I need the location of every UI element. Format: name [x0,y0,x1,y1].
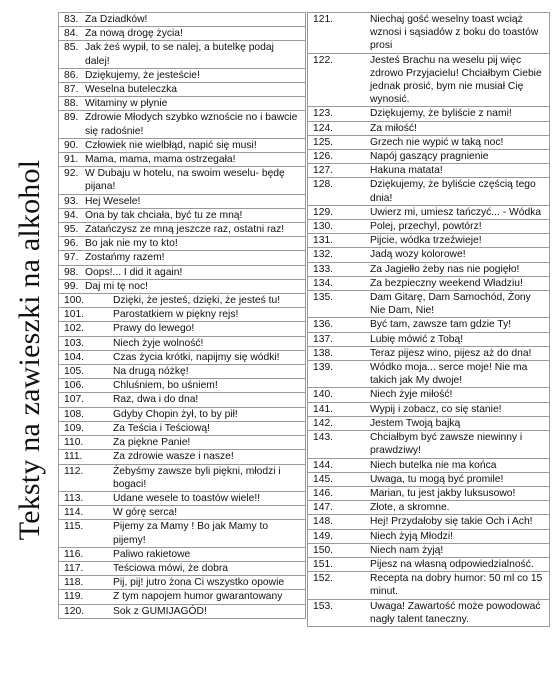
toast-row [308,458,550,472]
toast-row [59,590,306,604]
toast-number: 94. [64,209,79,221]
toast-text: Za bezpieczny weekend Władziu! [370,277,523,289]
toast-cell [59,237,306,251]
toast-number: 125. [313,136,334,148]
toast-number: 106. [64,380,85,392]
toast-row [59,322,306,336]
toast-number: 104. [64,351,85,363]
toast-cell [308,361,550,388]
toast-cell [59,97,306,111]
toast-number: 102. [64,323,85,335]
toast-cell [308,276,550,290]
toast-number: 85. [64,42,79,54]
toast-number: 142. [313,417,334,429]
toast-cell [59,294,306,308]
toast-row [59,506,306,520]
toast-cell [59,561,306,575]
toast-text: Dziękujemy, że byliście częścią tego dnia! [370,179,536,204]
side-title-text: Teksty na zawieszki na alkohol [13,159,47,541]
toast-row [308,318,550,332]
toast-row [308,361,550,388]
toast-list-right [307,12,550,627]
toast-number: 109. [64,422,85,434]
toast-row [308,572,550,599]
toast-number: 105. [64,366,85,378]
toast-row [59,561,306,575]
toast-cell [59,265,306,279]
toast-text: Za zdrowie wasze i nasze! [113,451,234,463]
toast-text: W górę serca! [113,507,178,519]
toast-row [59,294,306,308]
toast-cell [59,223,306,237]
toast-row [59,365,306,379]
toast-cell [59,436,306,450]
toast-text: Człowiek nie wielbłąd, napić się musi! [85,139,257,151]
toast-number: 119. [64,591,84,603]
toast-text: Za Jagiełło żeby nas nie pogięło! [370,263,520,275]
toast-row [308,178,550,205]
toast-number: 92. [64,168,79,180]
toast-text: Z tym napojem humor gwarantowany [113,591,283,603]
toast-text: Czas życia krótki, napijmy się wódki! [113,351,280,363]
toast-row [308,135,550,149]
toast-row [59,111,306,138]
toast-cell [308,458,550,472]
toast-row [59,520,306,547]
toast-row [308,529,550,543]
toast-cell [308,205,550,219]
toast-cell [308,234,550,248]
toast-text: Za Teścia i Teściową! [113,422,210,434]
toast-row [308,402,550,416]
toast-row [308,291,550,318]
toast-row [308,431,550,458]
toast-row [308,107,550,121]
toast-text: Paliwo rakietowe [113,548,191,560]
toast-text: Dziękujemy, że jesteście! [85,69,200,81]
toast-cell [308,332,550,346]
toast-row [59,407,306,421]
toast-cell [308,486,550,500]
toast-number: 129. [313,206,334,218]
toast-text: W Dubaju w hotelu, na swoim weselu- będę pijana! [85,168,285,193]
toast-number: 112. [64,465,84,477]
toast-text: Marian, tu jest jakby luksusowo! [370,487,516,499]
toast-number: 130. [313,221,334,233]
toast-cell [308,346,550,360]
toast-text: Uwaga! Zawartość może powodować nagły talent taneczny. [370,600,541,625]
toast-text: Udane wesele to toastów wiele!! [113,492,261,504]
toast-text: Oops!... I did it again! [85,266,183,278]
toast-text: Niech żyje wolność! [113,337,204,349]
toast-text: Teściowa mówi, że dobra [113,562,229,574]
toast-number: 152. [313,573,334,585]
toast-number: 83. [64,14,79,25]
toast-number: 138. [313,347,334,359]
toast-number: 147. [313,502,334,514]
toast-cell [59,167,306,194]
toast-number: 117. [64,562,84,574]
toast-cell [59,153,306,167]
toast-number: 127. [313,165,334,177]
toast-text: Wypij i zobacz, co się stanie! [370,403,502,415]
toast-row [59,27,306,41]
toast-text: Jadą wozy kolorowe! [370,249,466,261]
toast-cell [308,572,550,599]
toast-number: 149. [313,530,334,542]
toast-row [308,53,550,107]
toast-row [308,248,550,262]
toast-cell [59,13,306,27]
toast-number: 113. [64,492,84,504]
toast-number: 101. [64,309,85,321]
toast-row [59,350,306,364]
toast-cell [59,41,306,68]
toast-cell [308,557,550,571]
toast-number: 141. [313,403,334,415]
toast-cell [308,318,550,332]
toast-number: 139. [313,362,334,374]
toast-number: 145. [313,473,334,485]
toast-text: Lubię mówić z Tobą! [370,333,464,345]
toast-row [308,150,550,164]
toast-number: 86. [64,69,79,81]
toast-row [59,265,306,279]
toast-row [59,194,306,208]
toast-text: Hej! Przydałoby się takie Och i Ach! [370,516,533,528]
toast-row [59,13,306,27]
toast-cell [308,178,550,205]
toast-text: Gdyby Chopin żył, to by pił! [113,408,238,420]
toast-number: 120. [64,605,85,617]
toast-number: 136. [313,319,334,331]
toast-number: 134. [313,277,334,289]
toast-cell [308,431,550,458]
toast-row [59,97,306,111]
toast-row [59,547,306,561]
toast-cell [308,599,550,626]
toast-cell [59,308,306,322]
toast-cell [308,107,550,121]
toast-text: Uwierz mi, umiesz tańczyć... - Wódka [370,206,542,218]
toast-row [308,276,550,290]
toast-row [59,393,306,407]
toast-text: Za piękne Panie! [113,437,191,449]
toast-cell [308,416,550,430]
toast-number: 151. [313,558,334,570]
toast-text: Grzech nie wypić w taką noc! [370,136,504,148]
toast-list-left [58,12,306,619]
toast-text: Napój gaszący pragnienie [370,151,489,163]
toast-text: Pijemy za Mamy ! Bo jak Mamy to pijemy! [113,521,269,546]
toast-text: Żebyśmy zawsze byli piękni, młodzi i bogaci! [113,465,281,490]
toast-text: Dam Gitarę, Dam Samochód, Żony Nie Dam, Nie! [370,292,531,317]
toast-number: 93. [64,195,79,207]
toast-cell [308,164,550,178]
toast-cell [308,501,550,515]
toast-number: 143. [313,432,334,444]
toast-cell [59,251,306,265]
toast-text: Za Dziadków! [85,14,148,25]
toast-number: 140. [313,389,334,401]
toast-number: 90. [64,139,79,151]
toast-text: Sok z GUMIJAGÓD! [113,605,207,617]
toast-number: 153. [313,600,334,612]
toast-number: 107. [64,394,85,406]
toast-row [308,501,550,515]
toast-row [308,557,550,571]
toast-cell [59,83,306,97]
toast-number: 95. [64,224,79,236]
toast-text: Hakuna matata! [370,165,443,177]
toast-row [59,308,306,322]
toast-number: 118. [64,577,84,589]
toast-number: 96. [64,238,79,250]
toast-text: Parostatkiem w piękny rejs! [113,309,239,321]
toast-row [308,416,550,430]
toast-number: 137. [313,333,334,345]
toast-text: Zostańmy razem! [85,252,165,264]
toast-row [59,83,306,97]
toast-number: 115. [64,521,84,533]
toast-number: 148. [313,516,334,528]
toast-text: Jestem Twoją bajką [370,417,461,429]
toast-text: Niechaj gość weselny toast wciąż wznosi i sąsiadów z boku do toastów prosi [370,14,539,52]
toast-row [59,41,306,68]
toast-cell [308,121,550,135]
toast-row [59,379,306,393]
toast-cell [308,13,550,54]
toast-text: Bo jak nie my to kto! [85,238,178,250]
toast-cell [308,150,550,164]
toast-row [59,237,306,251]
toast-text: Recepta na dobry humor: 50 ml co 15 minut. [370,573,543,598]
toast-cell [59,520,306,547]
toast-cell [59,336,306,350]
toast-number: 100. [64,295,85,307]
toast-row [59,279,306,293]
toast-number: 89. [64,112,79,124]
toast-cell [59,322,306,336]
toast-text: Pij, pij! jutro żona Ci wszystko opowie [113,577,285,589]
toast-text: Za miłość! [370,122,417,134]
toast-number: 128. [313,179,334,191]
toast-cell [59,208,306,222]
toast-number: 111. [64,451,83,463]
toast-number: 146. [313,487,334,499]
toast-row [59,491,306,505]
toast-text: Polej, przechyl, powtórz! [370,221,482,233]
toast-cell [308,543,550,557]
toast-cell [308,53,550,107]
toast-cell [308,248,550,262]
toast-cell [59,27,306,41]
toast-cell [59,350,306,364]
toast-cell [308,262,550,276]
toast-number: 110. [64,437,84,449]
toast-row [308,543,550,557]
toast-text: Raz, dwa i do dna! [113,394,199,406]
toast-cell [59,604,306,618]
toast-cell [59,506,306,520]
toast-text: Pijcie, wódka trzeźwieje! [370,235,482,247]
toast-row [308,599,550,626]
toast-number: 131. [313,235,334,247]
toast-row [59,167,306,194]
side-title [4,0,56,700]
toast-number: 121. [313,14,334,25]
toast-cell [59,138,306,152]
toast-text: Jak żeś wypił, to se nalej, a butelkę podaj dalej! [85,42,274,67]
toast-cell [308,220,550,234]
toast-text: Za nową drogę życia! [85,28,183,40]
toast-number: 108. [64,408,85,420]
toast-row [308,332,550,346]
toast-cell [59,576,306,590]
toast-number: 124. [313,122,334,134]
toast-number: 116. [64,548,84,560]
toast-number: 84. [64,28,79,40]
toast-cell [59,393,306,407]
toast-cell [59,491,306,505]
toast-cell [59,464,306,491]
toast-text: Pijesz na własną odpowiedzialność. [370,558,534,570]
toast-row [308,472,550,486]
toast-text: Wódko moja... serce moje! Nie ma takich jak My dwoje! [370,362,528,387]
toast-number: 123. [313,108,334,120]
toast-cell [59,68,306,82]
toast-text: Złote, a skromne. [370,502,450,514]
toast-text: Chciałbym być zawsze niewinny i prawdziwy! [370,432,523,457]
toast-cell [308,388,550,402]
toast-row [308,262,550,276]
toast-number: 103. [64,337,85,349]
toast-cell [308,402,550,416]
toast-cell [59,407,306,421]
toast-row [59,138,306,152]
toast-row [308,486,550,500]
toast-text: Dzięki, że jesteś, dzięki, że jesteś tu! [113,295,281,307]
toast-row [308,121,550,135]
toast-row [308,234,550,248]
toast-text: Dziękujemy, że byliście z nami! [370,108,512,120]
toast-row [308,205,550,219]
toast-cell [59,194,306,208]
toast-row [59,436,306,450]
toast-number: 133. [313,263,334,275]
toast-row [308,346,550,360]
toast-cell [59,547,306,561]
toast-text: Niech żyje miłość! [370,389,453,401]
toast-text: Jesteś Brachu na weselu pij więc zdrowo Przyjacielu! Chciałbym Ciebie jednak prosić, bym nie musiał Cię wynosić. [370,54,542,106]
toast-cell [59,450,306,464]
toast-row [59,576,306,590]
toast-row [59,336,306,350]
toast-text: Ona by tak chciała, być tu ze mną! [85,209,243,221]
toast-cell [308,291,550,318]
toast-cell [59,590,306,604]
toast-text: Uwaga, tu mogą być promile! [370,473,504,485]
toast-text: Niech nam żyją! [370,544,444,556]
toast-row [308,164,550,178]
toast-number: 98. [64,266,79,278]
toast-row [59,223,306,237]
toast-row [59,421,306,435]
toast-text: Zatańczysz ze mną jeszcze raz, ostatni raz! [85,224,285,236]
toast-number: 99. [64,280,79,292]
toast-number: 88. [64,98,79,110]
toast-number: 97. [64,252,79,264]
toast-row [59,153,306,167]
toast-cell [59,279,306,293]
toast-number: 135. [313,292,334,304]
toast-text: Na drugą nóżkę! [113,366,189,378]
toast-row [308,388,550,402]
toast-row [308,220,550,234]
toast-row [59,604,306,618]
toast-cell [59,111,306,138]
toast-number: 87. [64,84,79,96]
toast-number: 150. [313,544,334,556]
toast-row [308,515,550,529]
toast-number: 144. [313,459,334,471]
toast-cell [59,379,306,393]
toast-text: Być tam, zawsze tam gdzie Ty! [370,319,512,331]
toast-text: Daj mi tę noc! [85,280,148,292]
toast-text: Niech butelka nie ma końca [370,459,497,471]
toast-text: Weselna buteleczka [85,84,177,96]
toast-row [59,251,306,265]
toast-row [59,464,306,491]
toast-number: 114. [64,507,84,519]
toast-row [308,13,550,54]
toast-cell [59,421,306,435]
toast-number: 91. [64,154,79,166]
toast-text: Prawy do lewego! [113,323,195,335]
toast-text: Witaminy w płynie [85,98,168,110]
toast-text: Hej Wesele! [85,195,141,207]
toast-cell [308,472,550,486]
toast-number: 122. [313,54,334,66]
toast-row [59,68,306,82]
toast-row [59,208,306,222]
toast-row [59,450,306,464]
toast-text: Chluśniem, bo uśniem! [113,380,218,392]
toast-cell [308,135,550,149]
toast-number: 126. [313,151,334,163]
toast-text: Teraz pijesz wino, pijesz aż do dna! [370,347,532,359]
toast-cell [308,529,550,543]
toast-cell [59,365,306,379]
toast-text: Mama, mama, mama ostrzegała! [85,154,236,166]
toast-text: Niech żyją Młodzi! [370,530,453,542]
toast-cell [308,515,550,529]
toast-number: 132. [313,249,334,261]
toast-text: Zdrowie Młodych szybko wznoście no i bawcie się radośnie! [85,112,298,137]
